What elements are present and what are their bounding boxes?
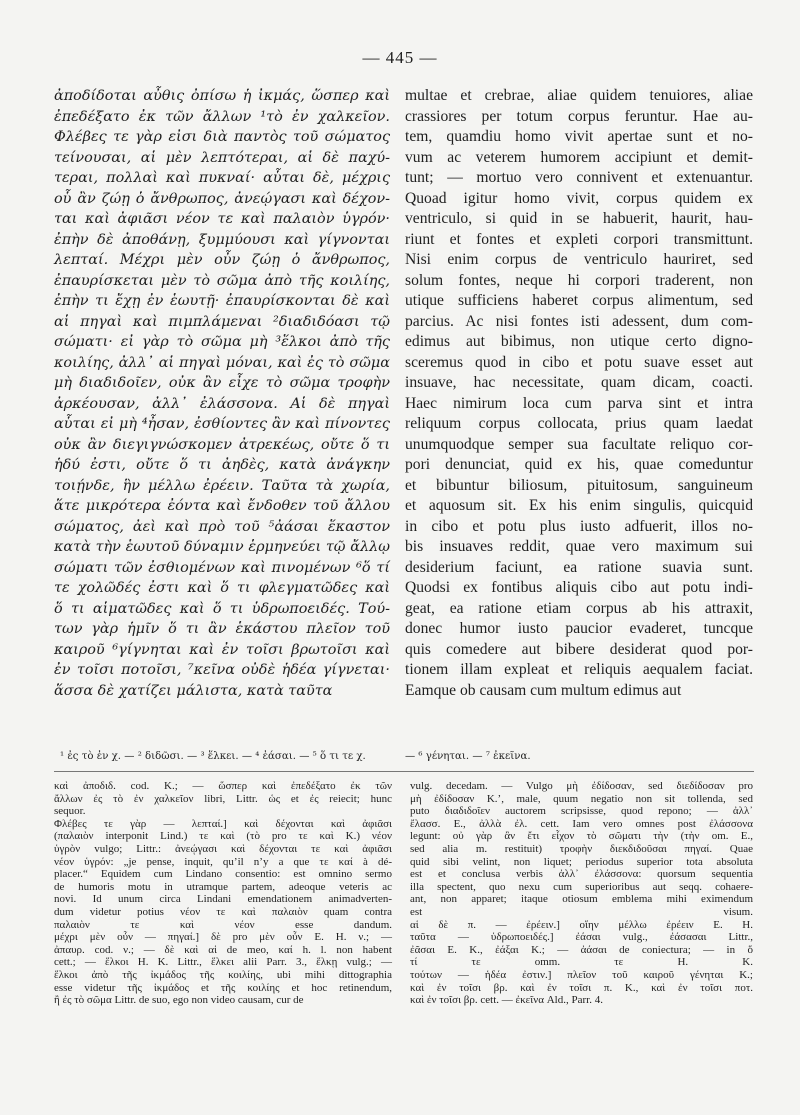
greek-text-line: ἐν τοῖσι ποτοῖσι, ⁷κεῖνα οὐδὲ ἡδέα γίγνεται·: [54, 662, 390, 678]
latin-text-line: tionem illam expleat et reliquis aequalem faciat.: [405, 661, 753, 678]
greek-text-line: ἀρκέουσαν, ἀλλ᾽ ἐλάσσονα. Αἱ δὲ πηγαὶ: [54, 395, 390, 412]
greek-text-column: [54, 86, 390, 701]
greek-text-line: Φλέβες τε γὰρ εἰσι διὰ παντὸς τοῦ σώματος: [54, 129, 390, 145]
greek-text-line: σώματι· εἰ γὰρ τὸ σῶμα μὴ ³ἕλκοι ἀπὸ τῆς: [54, 334, 390, 350]
note-line: sed alia m. restituit) τροφὴν διεκδιδοῦσαι πηγαί. Quae: [410, 842, 753, 855]
greek-variant-references: ¹ ἐς τὸ ἐν χ. — ² διδῶσι. — ³ ἕλκει. — ⁴ ἐάσαι. — ⁵ ὅ τι τε χ.: [60, 751, 366, 762]
greek-text-line: ἐπαυρίσκεται μὲν τὸ σῶμα ἀπὸ τῆς κοιλίης,: [54, 272, 390, 289]
note-line: est et conclusa verbis ἀλλ᾽ ἐλάσσονα: quorsum sequentia: [410, 868, 753, 881]
latin-text-line: riunt et fontes et expleti corpori transmittunt.: [405, 230, 753, 248]
latin-text-line: Haec nimirum loca cum parva sint et intra: [405, 394, 753, 412]
latin-text-line: ventriculo, si quid in se habuerit, haurit, hau-: [405, 210, 753, 227]
latin-text-line: crassiores per totum corpus feruntur. Hae au-: [405, 107, 753, 125]
note-line: ἄλλων ἐς τὸ ἐν χαλκεῖον libri, Littr. ὡς et ἐς reiecit; hunc: [54, 792, 392, 805]
greek-text-line: τεραι, πολλαὶ καὶ πυκναί· αὗται δὲ, μέχρις: [54, 170, 390, 186]
greek-text-line: κατὰ τὴν ἑωυτοῦ δύναμιν ἑρμηνεύει τῷ ἄλλῳ: [54, 539, 390, 555]
greek-text-line: ἐπεδέξατο ἐκ τῶν ἄλλων ¹τὸ ἐν χαλκεῖον.: [54, 108, 390, 125]
latin-text-line: tem, quamdiu homo vivit apertae sunt et no-: [405, 128, 753, 145]
latin-text-line: pori denunciat, quid ex his, quae comeduntur: [405, 456, 753, 473]
note-line: esse videtur τῆς ἰκμάδος et τῆς κοιλίης et hoc retinendum,: [54, 981, 392, 994]
latin-text-line: quis comedere aut bibere desiderat quod por-: [405, 640, 753, 658]
note-line: ἢ ἐς τὸ σῶμα Littr. de suo, ego non video causam, cur de: [54, 994, 304, 1007]
note-line: illa spectent, quo nexu cum superioribus aut seqq. cohaere-: [410, 880, 753, 893]
latin-text-line: desiderium faciunt, ea ratione suavia sunt.: [405, 558, 753, 576]
note-line: Φλέβες τε γὰρ — λεπταί.] καὶ δέχονται καὶ ἀφιᾶσι: [54, 817, 392, 830]
greek-text-line: οὗ ἂν ζώῃ ὁ ἄνθρωπος, ἀνεῴγασι καὶ δέχον-: [54, 190, 390, 207]
latin-text-line: utique sufficiens haberet corpus alimentum, sed: [405, 292, 753, 309]
greek-text-line: τε χολῶδές ἐστι καὶ ὅ τι φλεγματῶδες καὶ: [54, 580, 390, 596]
note-line: παλαιὸν τε καὶ νέον esse dandum.: [54, 918, 392, 931]
greek-text-line: σώματι τῶν ἐσθιομένων καὶ πινομένων ⁶ὅ τί: [54, 559, 390, 576]
note-line: placer.“ Equidem cum Lindano consentio: est omnino sermo: [54, 868, 392, 881]
note-line: τούτων — ἡδέα ἐστιν.] πλεῖον τοῦ καιροῦ γένηται K.;: [410, 968, 753, 981]
critical-notes-left: [54, 780, 392, 1007]
greek-text-line: σώματος, ἀεὶ καὶ πρὸ τοῦ ⁵ἀάσαι ἕκαστον: [54, 518, 390, 535]
latin-text-line: Eamque ob causam cum multum edimus aut: [405, 681, 682, 699]
note-line: ἕλκοι ἀπὸ τῆς ἰκμάδος τῆς κοιλίης, ubi mihi dittographia: [54, 968, 392, 981]
greek-text-line: κοιλίης, ἀλλ᾽ αἱ πηγαὶ μόναι, καὶ ἐς τὸ σῶμα: [54, 354, 390, 371]
greek-text-line: μὴ διαδιδοῖεν, οὐκ ἂν εἶχε τὸ σῶμα τροφὴν: [54, 375, 390, 391]
note-line: ant, non apparet; itaque otiosum emblema mihi eximendum: [410, 893, 753, 906]
latin-text-line: edimus aut bibimus, non utique certo digno-: [405, 333, 753, 350]
greek-text-line: λεπταί. Μέχρι μὲν οὖν ζώῃ ὁ ἄνθρωπος,: [54, 252, 390, 268]
footnote-divider: [54, 771, 754, 772]
greek-text-line: ται καὶ ἀφιᾶσι νέον τε καὶ παλαιὸν ὑγρόν·: [54, 211, 390, 227]
greek-text-line: αὗται εἰ μὴ ⁴ἦσαν, ἐσθίοντες ἂν καὶ πίνοντες: [54, 416, 390, 432]
latin-text-column: [405, 86, 753, 701]
note-line: ἔλασσ. E., ἀλλὰ ἐλ. cett. Iam vero omnes post ἐλάσσονα: [410, 817, 753, 830]
latin-text-line: insuave, hac necessitate, quam dicam, coacti.: [405, 374, 753, 391]
note-line: ὑγρὸν vulgo; Littr.: ἀνεῴγασι καὶ δέχονται τε καὶ ἀφιᾶσι: [54, 842, 392, 855]
greek-text-line: τοιῄνδε, ἣν μέλλω ἐρέειν. Ταῦτα τὰ χωρία,: [54, 477, 390, 494]
greek-text-line: των γὰρ ἡμῖν ὅ τι ἂν ἑκάστου πλεῖον τοῦ: [54, 621, 390, 637]
greek-text-line: αἱ πηγαὶ καὶ πιμπλάμεναι ²διαδιδόασι τῷ: [54, 313, 390, 330]
note-line: de humoris motu in utramque partem, adeoque veteris ac: [54, 880, 392, 893]
latin-text-line: parcius. Ac nisi fontes isti adessent, dum com-: [405, 312, 753, 330]
greek-text-line: ἅσσα δὲ χατίζει μάλιστα, κατὰ ταῦτα: [54, 682, 333, 699]
note-line: ἀπαυρ. cod. ν.; — δὲ καὶ αἱ de meo, καί h. l. non habent: [54, 943, 392, 956]
note-line: νέον ὑγρόν: „je pense, inquit, qu’il n’y a que τε καί à dé-: [54, 855, 392, 868]
greek-text-line: ὅ τι αἱματῶδες καὶ ὅ τι ὑδρωποειδές. Τού-: [54, 600, 390, 617]
latin-text-line: sceremus quod in cibo et potu suave esset aut: [405, 353, 753, 371]
latin-text-line: in cibo et potu plus iusto adfuerit, illos no-: [405, 517, 753, 535]
note-line: καὶ ἀποδιδ. cod. K.; — ὥσπερ καὶ ἐπεδέξατο ἐκ τῶν: [54, 780, 392, 792]
page-number: — 445 —: [362, 48, 438, 67]
greek-text-line: καιροῦ ⁶γίγνηται καὶ ἐν τοῖσι βρωτοῖσι καὶ: [54, 641, 390, 658]
latin-text-line: multae et crebrae, aliae quidem tenuiores, aliae: [405, 87, 753, 104]
latin-text-line: et aquosum sit. Ex his enim singulis, quicquid: [405, 497, 753, 514]
note-line: μὴ ἐδίδοσαν K.’, male, quum negatio non sit tollenda, sed: [410, 792, 753, 805]
note-line: sequor.: [54, 805, 86, 818]
latin-text-line: Quodsi ex fontibus aliquis cibo aut potu indi-: [405, 579, 753, 596]
note-line: novi. Id unum circa Lindani emendationem animadverten-: [54, 893, 392, 906]
latin-text-line: et bibuntur biliosum, pituitosum, sanguineum: [405, 476, 753, 494]
greek-text-line: τείνουσαι, αἱ μὲν λεπτότεραι, αἱ δὲ παχύ-: [54, 149, 390, 166]
latin-text-line: unumquodque semper sua facultate reliquo cor-: [405, 435, 753, 453]
note-line: τί τε omm. τε H. K.: [410, 956, 753, 969]
note-line: καὶ ἐν τοῖσι βρ. cett. — ἐκεῖνα Ald., Parr. 4.: [410, 994, 603, 1007]
latin-text-line: bis insuaves reddit, quae vero maximum sui: [405, 538, 753, 555]
note-line: ταῦτα — ὑδρωποειδές.] ἐάσαι vulg., ἐάσασαι Littr.,: [410, 931, 753, 944]
latin-text-line: vum ac veterem humorem accipiunt et demit-: [405, 148, 753, 166]
greek-text-line: ἅτε μικρότερα ἐόντα καὶ ἔνδοθεν τοῦ ἄλλου: [54, 498, 390, 514]
greek-text-line: ἀποδίδοται αὖθις ὀπίσω ἡ ἰκμάς, ὥσπερ καὶ: [54, 88, 390, 104]
critical-notes-right: [410, 780, 753, 1007]
greek-text-line: ἐπὴν τι ἔχῃ ἐν ἑωυτῇ· ἐπαυρίσκονται δὲ καὶ: [54, 293, 390, 309]
latin-text-line: donec humor iusto paucior evaderet, tuncque: [405, 620, 753, 637]
note-line: legunt: οὐ γὰρ ἂν ἔτι εἶχον τὸ σῶματι τὴν (τὴν om. E.,: [410, 830, 753, 843]
note-line: vulg. decedam. — Vulgo μὴ ἐδίδοσαν, sed διεδίδοσαν pro: [410, 780, 753, 792]
latin-text-line: tunt; — mortuo vero connivent et extenuantur.: [405, 169, 753, 186]
note-line: μέχρι μὲν οὖν — πηγαί.] δὲ pro μὲν οὖν E. H. ν.; —: [54, 931, 392, 944]
greek-text-line: ἡδύ ἐστι, οὔτε ὅ τι ἀηδὲς, κατὰ ἀνάγκην: [54, 457, 390, 473]
latin-text-line: reliquum corpus collocata, prius quam laedat: [405, 415, 753, 432]
greek-text-line: ἐπὴν δὲ ἀποθάνῃ, ξυμμύουσι καὶ γίγνονται: [54, 231, 390, 248]
note-line: cett.; — ἕλκοι H. K. Littr., ἕλκει alii Parr. 3., ἕλκῃ vulg.; —: [54, 956, 392, 969]
note-line: quid sibi velint, non liquet; periodus superior tota absoluta: [410, 855, 753, 868]
note-line: est visum.: [410, 905, 753, 918]
greek-variant-references-continued: — ⁶ γένηται. — ⁷ ἐκεῖνα.: [405, 751, 531, 762]
note-line: καὶ ἐν τοῖσι βρ. καὶ ἐν τοῖσι π. K., καὶ ἐν τοῖσι ποτ.: [410, 981, 753, 994]
note-line: αἱ δὲ π. — ἐρέειν.] οἵην μέλλω ἐρέειν E. H.: [410, 918, 753, 931]
latin-text-line: solum fontes, neque hi corpori traderent, non: [405, 271, 753, 289]
note-line: dum videtur potius νέον τε καὶ παλαιὸν quam contra: [54, 905, 392, 918]
note-line: puto διαδιδοῖεν auctorem scripsisse, quod repono; — ἀλλ᾽: [410, 805, 753, 818]
latin-text-line: Quoad igitur homo vivit, corpus quidem ex: [405, 189, 753, 207]
note-line: (παλαιὸν interponit Lind.) τε καὶ (τὸ pro τε καὶ K.) νέον: [54, 830, 392, 843]
greek-text-line: οὐκ ἂν διεγιγνώσκομεν ἀτρεκέως, οὔτε ὅ τι: [54, 436, 390, 453]
latin-text-line: Nisi enim corpus de ventriculo hauriret, sed: [405, 251, 753, 268]
note-line: ἐᾶσαι E. K., ἐάξαι K.; — ἀάσαι de coniectura; — in ὅ: [410, 943, 753, 956]
latin-text-line: geat, ea ratione etiam corpus ab his attraxit,: [405, 599, 753, 617]
